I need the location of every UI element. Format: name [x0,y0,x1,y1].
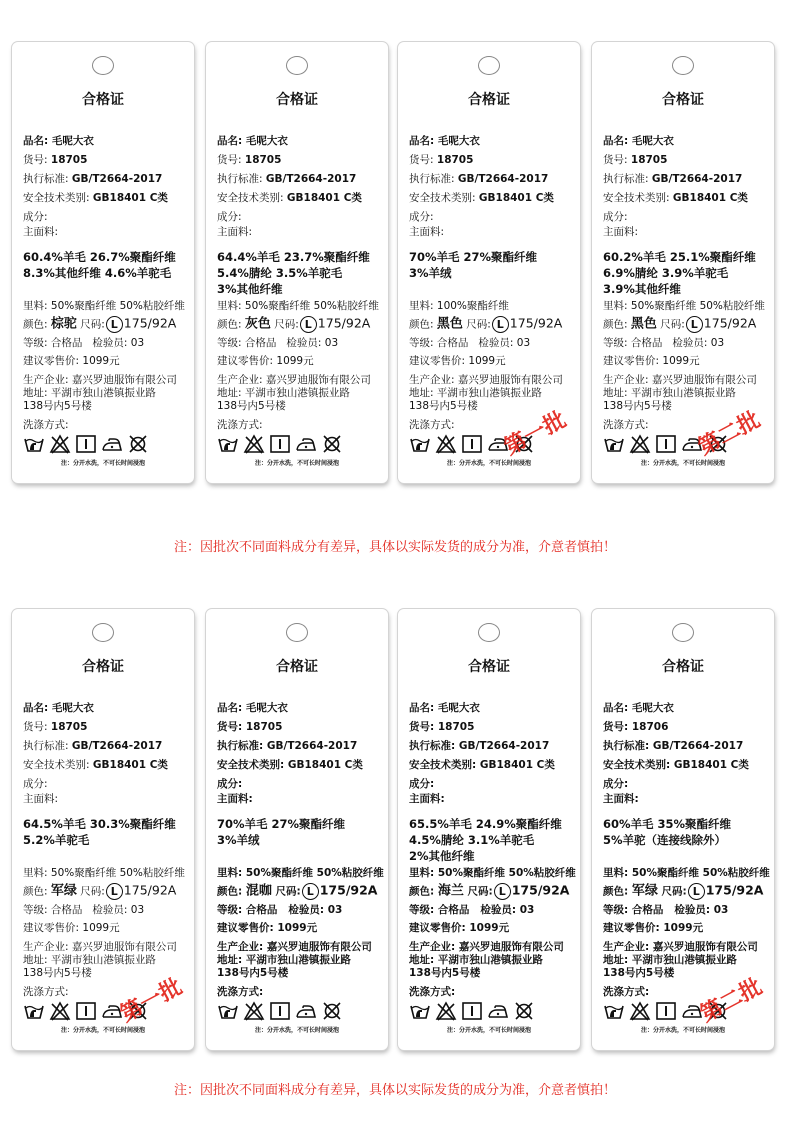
composition-line: 64.4%羊毛 23.7%聚酯纤维 [217,250,370,264]
sku-line: 货号: 18705 [603,154,668,166]
hang-hole [286,623,308,642]
address-line-2: 138号内5号楼 [603,967,675,979]
standard-line: 执行标准: GB/T2664-2017 [217,740,358,752]
price-line: 建议零售价: 1099元 [23,355,120,367]
composition-label: 成分: [23,778,48,790]
color-value: 灰色 [244,316,271,332]
composition-line: 4.5%腈纶 3.1%羊驼毛 [409,833,535,847]
composition-label: 成分: [409,211,434,223]
line-dry-icon [269,1001,291,1021]
certificate-tag [398,42,580,483]
certificate-tag [206,42,388,483]
line-dry-icon [461,434,483,454]
certificate-tag [206,609,388,1050]
sku-line: 货号: 18705 [23,154,88,166]
size-letter-badge: L [300,316,317,333]
color-value: 棕驼 [50,316,77,332]
safety-line: 安全技术类别: GB18401 C类 [217,759,363,771]
product-name-line: 品名: 毛呢大衣 [409,702,480,714]
grade-line: 等级: 合格品 检验员: 03 [217,904,343,916]
grade-line: 等级: 合格品 检验员: 03 [23,337,145,349]
color-size-line: 颜色: 黑色 尺码: L 175/92A [409,315,563,332]
hand-wash-icon [217,434,239,454]
care-note: 注：分开水洗，不可长时间浸泡 [60,1027,145,1034]
batch-stamp: 第一批 [116,974,187,1028]
hang-hole [286,56,308,75]
color-value: 混咖 [245,883,272,899]
color-size-line: 颜色: 灰色 尺码: L 175/92A [217,315,371,332]
iron-low-icon [295,434,317,454]
batch-notice: 注：因批次不同面料成分有差异，具体以实际发货的成分为准，介意者慎拍！ [173,540,616,555]
price-line: 建议零售价: 1099元 [603,922,704,934]
color-value: 军绿 [631,883,658,899]
composition-block [409,249,580,281]
hand-wash-icon [23,434,45,454]
tag-title: 合格证 [82,92,124,108]
no-tumble-dry-icon [127,434,149,454]
care-note: 注：分开水洗，不可长时间浸泡 [254,460,339,467]
batch-notice: 注：因批次不同面料成分有差异，具体以实际发货的成分为准，介意者慎拍！ [173,1083,616,1098]
composition-block [409,816,580,864]
address-line-2: 138号内5号楼 [23,967,92,979]
composition-line: 3%其他纤维 [217,282,283,296]
iron-low-icon [101,434,123,454]
color-size-line: 颜色: 黑色 尺码: L 175/92A [603,315,757,332]
size-letter-badge: L [106,316,123,333]
composition-line: 70%羊毛 27%聚酯纤维 [217,817,346,831]
lining-line: 里料: 50%聚酯纤维 50%粘胶纤维 [603,867,770,879]
composition-line: 70%羊毛 27%聚酯纤维 [409,250,538,264]
maker-line: 生产企业: 嘉兴罗迪服饰有限公司 [603,941,758,953]
product-name-line: 品名: 毛呢大衣 [23,135,94,147]
care-label: 洗涤方式: [217,419,263,431]
certificate-tag [12,42,194,483]
product-name-line: 品名: 毛呢大衣 [409,135,480,147]
size-letter-badge: L [106,883,123,900]
product-name-line: 品名: 毛呢大衣 [217,135,288,147]
address-line: 地址: 平湖市独山港镇振业路 [603,954,737,966]
color-size-line: 颜色: 军绿 尺码: L 175/92A [603,882,764,899]
color-value: 海兰 [437,883,464,899]
composition-block [23,249,194,281]
standard-line: 执行标准: GB/T2664-2017 [409,740,550,752]
address-line-2: 138号内5号楼 [23,400,92,412]
standard-line: 执行标准: GB/T2664-2017 [23,740,163,752]
tag-title: 合格证 [468,659,510,675]
maker-line: 生产企业: 嘉兴罗迪服饰有限公司 [23,374,177,386]
size-letter-badge: L [302,883,319,900]
composition-label: 成分: [217,211,242,223]
composition-label: 成分: [603,211,628,223]
no-bleach-icon [435,1001,457,1021]
standard-line: 执行标准: GB/T2664-2017 [23,173,163,185]
care-symbols [217,434,343,454]
hang-hole [478,56,500,75]
care-symbols [23,434,149,454]
hand-wash-icon [217,1001,239,1021]
grade-line: 等级: 合格品 检验员: 03 [409,337,531,349]
composition-line: 60%羊毛 35%聚酯纤维 [603,817,732,831]
lining-line: 里料: 50%聚酯纤维 50%粘胶纤维 [217,300,379,312]
address-line-2: 138号内5号楼 [217,967,289,979]
no-bleach-icon [629,434,651,454]
certificate-tag [592,609,774,1050]
address-line: 地址: 平湖市独山港镇振业路 [603,387,736,399]
no-bleach-icon [49,434,71,454]
color-value: 黑色 [630,316,657,332]
safety-line: 安全技术类别: GB18401 C类 [603,759,749,771]
line-dry-icon [655,1001,677,1021]
care-note: 注：分开水洗，不可长时间浸泡 [640,1027,725,1034]
address-line: 地址: 平湖市独山港镇振业路 [409,954,543,966]
grade-line: 等级: 合格品 检验员: 03 [217,337,339,349]
care-note: 注：分开水洗，不可长时间浸泡 [446,1027,531,1034]
hang-hole [672,623,694,642]
color-value: 黑色 [436,316,463,332]
color-size-line: 颜色: 军绿 尺码: L 175/92A [23,882,177,899]
maker-line: 生产企业: 嘉兴罗迪服饰有限公司 [603,374,757,386]
main-fabric-label: 主面料: [217,793,253,805]
composition-line: 5.2%羊驼毛 [23,833,90,847]
address-line-2: 138号内5号楼 [217,400,286,412]
no-bleach-icon [629,1001,651,1021]
sku-line: 货号: 18705 [217,721,283,733]
certificate-tag [12,609,194,1050]
lining-line: 里料: 50%聚酯纤维 50%粘胶纤维 [217,867,384,879]
no-tumble-dry-icon [513,1001,535,1021]
composition-label: 成分: [409,778,435,790]
composition-line: 60.4%羊毛 26.7%聚酯纤维 [23,250,176,264]
care-note: 注：分开水洗，不可长时间浸泡 [446,460,531,467]
no-bleach-icon [243,434,265,454]
address-line: 地址: 平湖市独山港镇振业路 [217,387,350,399]
standard-line: 执行标准: GB/T2664-2017 [409,173,549,185]
address-line: 地址: 平湖市独山港镇振业路 [23,387,156,399]
composition-label: 成分: [217,778,243,790]
hand-wash-icon [603,1001,625,1021]
no-bleach-icon [243,1001,265,1021]
product-name-line: 品名: 毛呢大衣 [603,135,674,147]
no-bleach-icon [435,434,457,454]
sku-line: 货号: 18705 [23,721,88,733]
address-line-2: 138号内5号楼 [409,967,481,979]
no-tumble-dry-icon [321,1001,343,1021]
standard-line: 执行标准: GB/T2664-2017 [603,173,743,185]
batch-stamp: 第二批 [696,974,767,1028]
grade-line: 等级: 合格品 检验员: 03 [603,904,729,916]
tag-title: 合格证 [276,92,318,108]
standard-line: 执行标准: GB/T2664-2017 [217,173,357,185]
care-symbols [217,1001,343,1021]
care-note: 注：分开水洗，不可长时间浸泡 [640,460,725,467]
lining-line: 里料: 100%聚酯纤维 [409,300,509,312]
tag-title: 合格证 [662,659,704,675]
price-line: 建议零售价: 1099元 [217,355,314,367]
hang-hole [672,56,694,75]
iron-low-icon [487,1001,509,1021]
composition-label: 成分: [603,778,629,790]
price-line: 建议零售价: 1099元 [603,355,700,367]
main-fabric-label: 主面料: [217,226,253,238]
price-line: 建议零售价: 1099元 [409,922,510,934]
tag-title: 合格证 [276,659,318,675]
color-size-line: 颜色: 混咖 尺码: L 175/92A [217,882,378,899]
tag-title: 合格证 [468,92,510,108]
batch-stamp: 第二批 [694,407,765,461]
composition-label: 成分: [23,211,48,223]
tag-title: 合格证 [82,659,124,675]
address-line: 地址: 平湖市独山港镇振业路 [23,954,156,966]
composition-line: 65.5%羊毛 24.9%聚酯纤维 [409,817,562,831]
composition-line: 3%羊绒 [409,266,452,280]
composition-block [603,816,774,848]
safety-line: 安全技术类别: GB18401 C类 [603,192,748,204]
color-size-line: 颜色: 海兰 尺码: L 175/92A [409,882,570,899]
care-label: 洗涤方式: [23,986,69,998]
main-fabric-label: 主面料: [603,793,639,805]
price-line: 建议零售价: 1099元 [23,922,120,934]
care-label: 洗涤方式: [409,419,455,431]
main-fabric-label: 主面料: [409,226,445,238]
composition-line: 6.9%腈纶 3.9%羊驼毛 [603,266,729,280]
lining-line: 里料: 50%聚酯纤维 50%粘胶纤维 [603,300,765,312]
grade-line: 等级: 合格品 检验员: 03 [603,337,725,349]
no-tumble-dry-icon [321,434,343,454]
main-fabric-label: 主面料: [23,793,59,805]
maker-line: 生产企业: 嘉兴罗迪服饰有限公司 [217,941,372,953]
hang-hole [478,623,500,642]
composition-block [217,249,388,297]
safety-line: 安全技术类别: GB18401 C类 [217,192,362,204]
certificate-tag [592,42,774,483]
line-dry-icon [75,1001,97,1021]
composition-line: 3.9%其他纤维 [603,282,681,296]
size-letter-badge: L [492,316,509,333]
main-fabric-label: 主面料: [23,226,59,238]
lining-line: 里料: 50%聚酯纤维 50%粘胶纤维 [409,867,576,879]
hand-wash-icon [603,434,625,454]
standard-line: 执行标准: GB/T2664-2017 [603,740,744,752]
line-dry-icon [655,434,677,454]
no-bleach-icon [49,1001,71,1021]
color-value: 军绿 [50,883,77,899]
size-letter-badge: L [686,316,703,333]
iron-low-icon [295,1001,317,1021]
price-line: 建议零售价: 1099元 [409,355,506,367]
composition-line: 3%羊绒 [217,833,260,847]
size-letter-badge: L [688,883,705,900]
care-label: 洗涤方式: [603,986,650,998]
composition-line: 5%羊驼（连接线除外） [603,833,727,847]
line-dry-icon [461,1001,483,1021]
sku-line: 货号: 18705 [217,154,282,166]
care-note: 注：分开水洗，不可长时间浸泡 [60,460,145,467]
sku-line: 货号: 18705 [409,721,475,733]
hand-wash-icon [409,434,431,454]
lining-line: 里料: 50%聚酯纤维 50%粘胶纤维 [23,300,185,312]
product-name-line: 品名: 毛呢大衣 [23,702,94,714]
lining-line: 里料: 50%聚酯纤维 50%粘胶纤维 [23,867,185,879]
composition-line: 8.3%其他纤维 4.6%羊驼毛 [23,266,172,280]
main-fabric-label: 主面料: [603,226,639,238]
care-label: 洗涤方式: [217,986,264,998]
price-line: 建议零售价: 1099元 [217,922,318,934]
composition-line: 5.4%腈纶 3.5%羊驼毛 [217,266,343,280]
composition-line: 2%其他纤维 [409,849,475,863]
composition-block [603,249,774,297]
maker-line: 生产企业: 嘉兴罗迪服饰有限公司 [409,374,563,386]
main-fabric-label: 主面料: [409,793,445,805]
care-note: 注：分开水洗，不可长时间浸泡 [254,1027,339,1034]
color-size-line: 颜色: 棕驼 尺码: L 175/92A [23,315,177,332]
safety-line: 安全技术类别: GB18401 C类 [23,759,168,771]
sku-line: 货号: 18706 [603,721,669,733]
tag-title: 合格证 [662,92,704,108]
address-line-2: 138号内5号楼 [603,400,672,412]
grade-line: 等级: 合格品 检验员: 03 [23,904,145,916]
line-dry-icon [75,434,97,454]
composition-line: 64.5%羊毛 30.3%聚酯纤维 [23,817,176,831]
maker-line: 生产企业: 嘉兴罗迪服饰有限公司 [217,374,371,386]
safety-line: 安全技术类别: GB18401 C类 [409,192,554,204]
safety-line: 安全技术类别: GB18401 C类 [409,759,555,771]
address-line: 地址: 平湖市独山港镇振业路 [217,954,351,966]
care-symbols [409,1001,535,1021]
maker-line: 生产企业: 嘉兴罗迪服饰有限公司 [409,941,564,953]
address-line: 地址: 平湖市独山港镇振业路 [409,387,542,399]
safety-line: 安全技术类别: GB18401 C类 [23,192,168,204]
hand-wash-icon [409,1001,431,1021]
care-label: 洗涤方式: [603,419,649,431]
batch-stamp: 第一批 [500,407,571,461]
hand-wash-icon [23,1001,45,1021]
certificate-tag [398,609,580,1050]
care-label: 洗涤方式: [409,986,456,998]
address-line-2: 138号内5号楼 [409,400,478,412]
composition-block [23,816,194,848]
composition-block [217,816,388,848]
grade-line: 等级: 合格品 检验员: 03 [409,904,535,916]
sku-line: 货号: 18705 [409,154,474,166]
size-letter-badge: L [494,883,511,900]
maker-line: 生产企业: 嘉兴罗迪服饰有限公司 [23,941,177,953]
product-name-line: 品名: 毛呢大衣 [217,702,288,714]
hang-hole [92,56,114,75]
care-label: 洗涤方式: [23,419,69,431]
hang-hole [92,623,114,642]
product-name-line: 品名: 毛呢大衣 [603,702,674,714]
composition-line: 60.2%羊毛 25.1%聚酯纤维 [603,250,756,264]
line-dry-icon [269,434,291,454]
